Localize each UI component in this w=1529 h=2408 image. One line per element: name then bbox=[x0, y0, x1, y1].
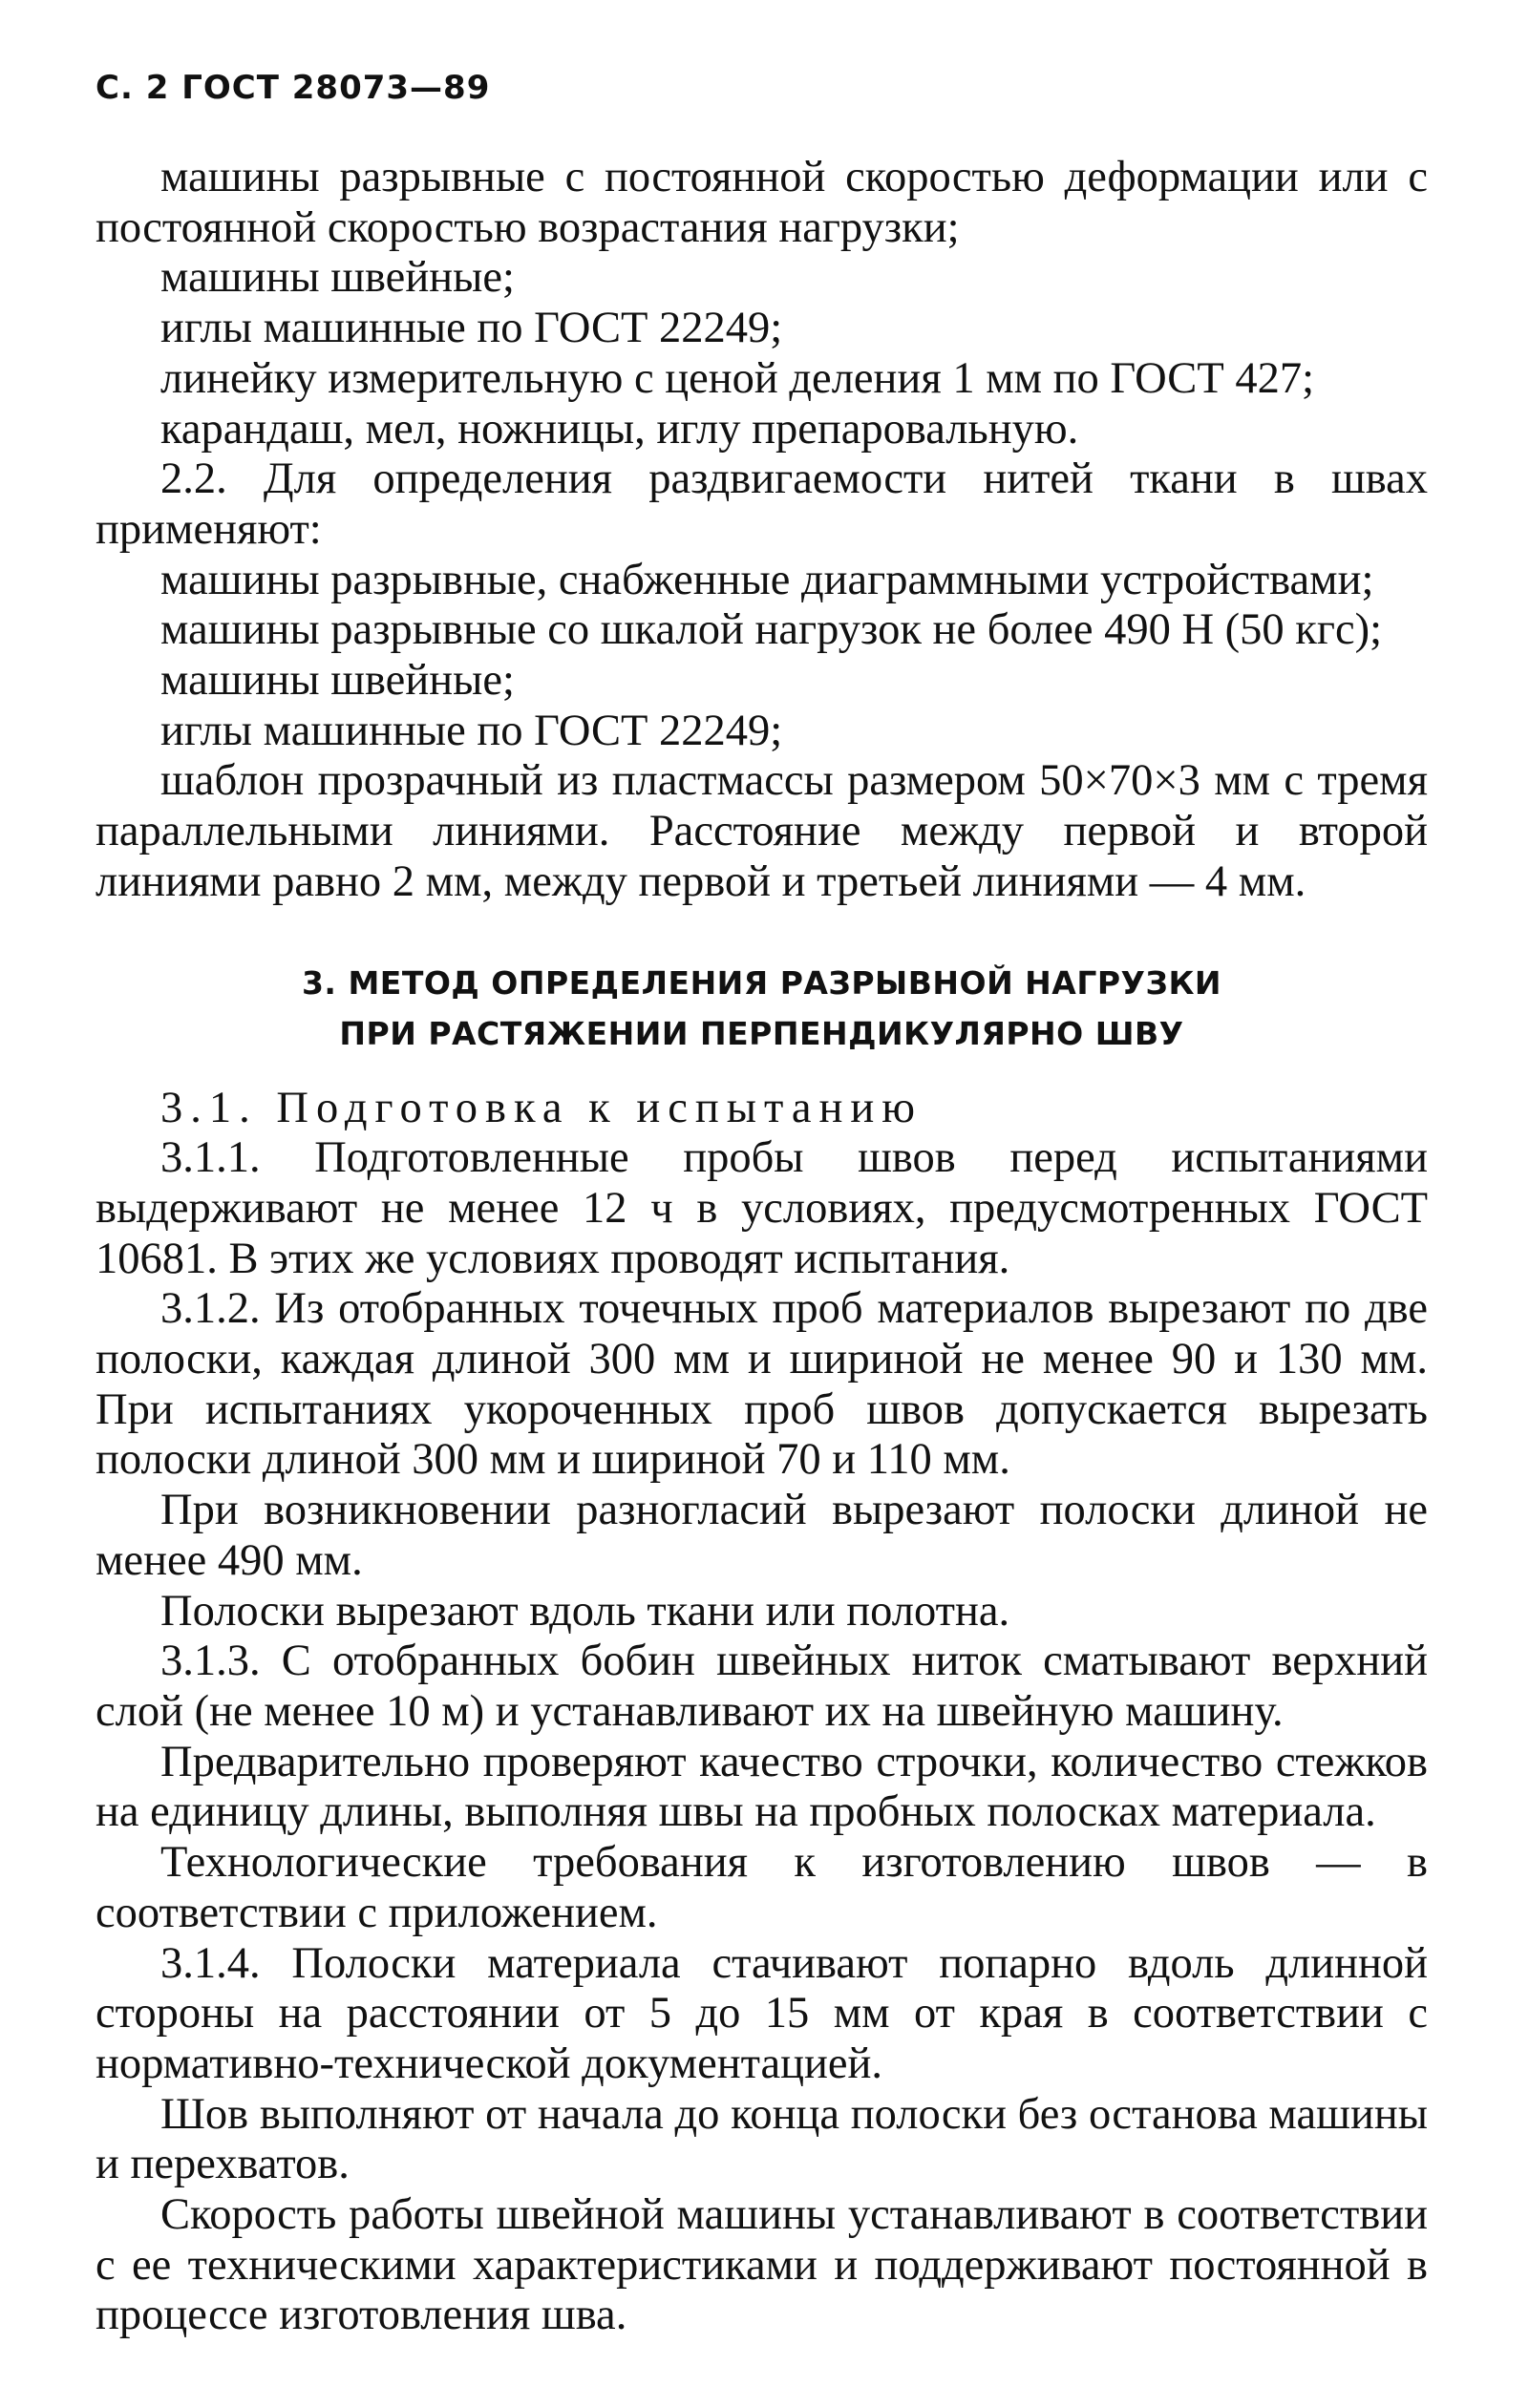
paragraph: карандаш, мел, ножницы, иглу препаровальную. bbox=[160, 404, 1079, 454]
paragraph: линейку измерительную с ценой деления 1 мм по ГОСТ 427; bbox=[160, 353, 1315, 403]
document-body bbox=[96, 153, 1428, 2341]
paragraph: Шов выполняют от начала до конца полоски без останова машины и перехватов. bbox=[96, 2089, 1428, 2189]
paragraph: машины разрывные, снабженные диаграммными устройствами; bbox=[160, 555, 1374, 604]
paragraph: Предварительно проверяют качество строчки, количество стежков на единицу длины, выполняя швы на пробных полосках материала. bbox=[96, 1737, 1428, 1837]
paragraph: 3.1.2. Из отобранных точечных проб материалов вырезают по две полоски, каждая длиной 300 мм и шириной не менее 90 и 130 мм. При испытаниях укороченных проб швов допускается вырезать полоски длиной 300 мм и шириной 70 и 110 мм. bbox=[96, 1284, 1428, 1485]
paragraph: Технологические требования к изготовлению швов — в соответствии с приложением. bbox=[96, 1838, 1428, 1937]
paragraph: машины разрывные со шкалой нагрузок не более 490 Н (50 кгс); bbox=[160, 605, 1382, 655]
section-heading-line: 3. МЕТОД ОПРЕДЕЛЕНИЯ РАЗРЫВНОЙ НАГРУЗКИ bbox=[301, 963, 1222, 1002]
paragraph: иглы машинные по ГОСТ 22249; bbox=[160, 706, 783, 755]
paragraph: 3.1.1. Подготовленные пробы швов перед испытаниями выдерживают не менее 12 ч в условиях, предусмотренных ГОСТ 10681. В этих же условиях проводят испытания. bbox=[96, 1133, 1428, 1283]
paragraph: машины разрывные с постоянной скоростью деформации или с постоянной скоростью возрастания нагрузки; bbox=[96, 153, 1428, 252]
paragraph: 3.1.4. Полоски материала стачивают попарно вдоль длинной стороны на расстоянии от 5 до 15 мм от края в соответствии с нормативно-технической документацией. bbox=[96, 1938, 1428, 2088]
section-heading bbox=[96, 958, 1428, 1059]
paragraph: При возникновении разногласий вырезают полоски длиной не менее 490 мм. bbox=[96, 1486, 1428, 1585]
paragraph: 2.2. Для определения раздвигаемости нитей ткани в швах применяют: bbox=[96, 454, 1428, 554]
paragraph: Полоски вырезают вдоль ткани или полотна. bbox=[160, 1586, 1010, 1636]
page-header: С. 2 ГОСТ 28073—89 bbox=[96, 69, 491, 107]
paragraph: иглы машинные по ГОСТ 22249; bbox=[160, 304, 783, 353]
section-heading-line: ПРИ РАСТЯЖЕНИИ ПЕРПЕНДИКУЛЯРНО ШВУ bbox=[339, 1014, 1184, 1052]
paragraph: Скорость работы швейной машины устанавливают в соответствии с ее техническими характеристиками и поддерживают постоянной в процессе изготовления шва. bbox=[96, 2190, 1428, 2340]
subsection-heading: 3.1. Подготовка к испытанию bbox=[160, 1083, 924, 1132]
paragraph: машины швейные; bbox=[160, 656, 515, 706]
paragraph: шаблон прозрачный из пластмассы размером 50×70×3 мм с тремя параллельными линиями. Расстояние между первой и второй линиями равно 2 мм, между первой и третьей линиями — 4 мм. bbox=[96, 756, 1428, 906]
paragraph: 3.1.3. С отобранных бобин швейных ниток сматывают верхний слой (не менее 10 м) и устанавливают их на швейную машину. bbox=[96, 1637, 1428, 1736]
paragraph: машины швейные; bbox=[160, 253, 515, 303]
